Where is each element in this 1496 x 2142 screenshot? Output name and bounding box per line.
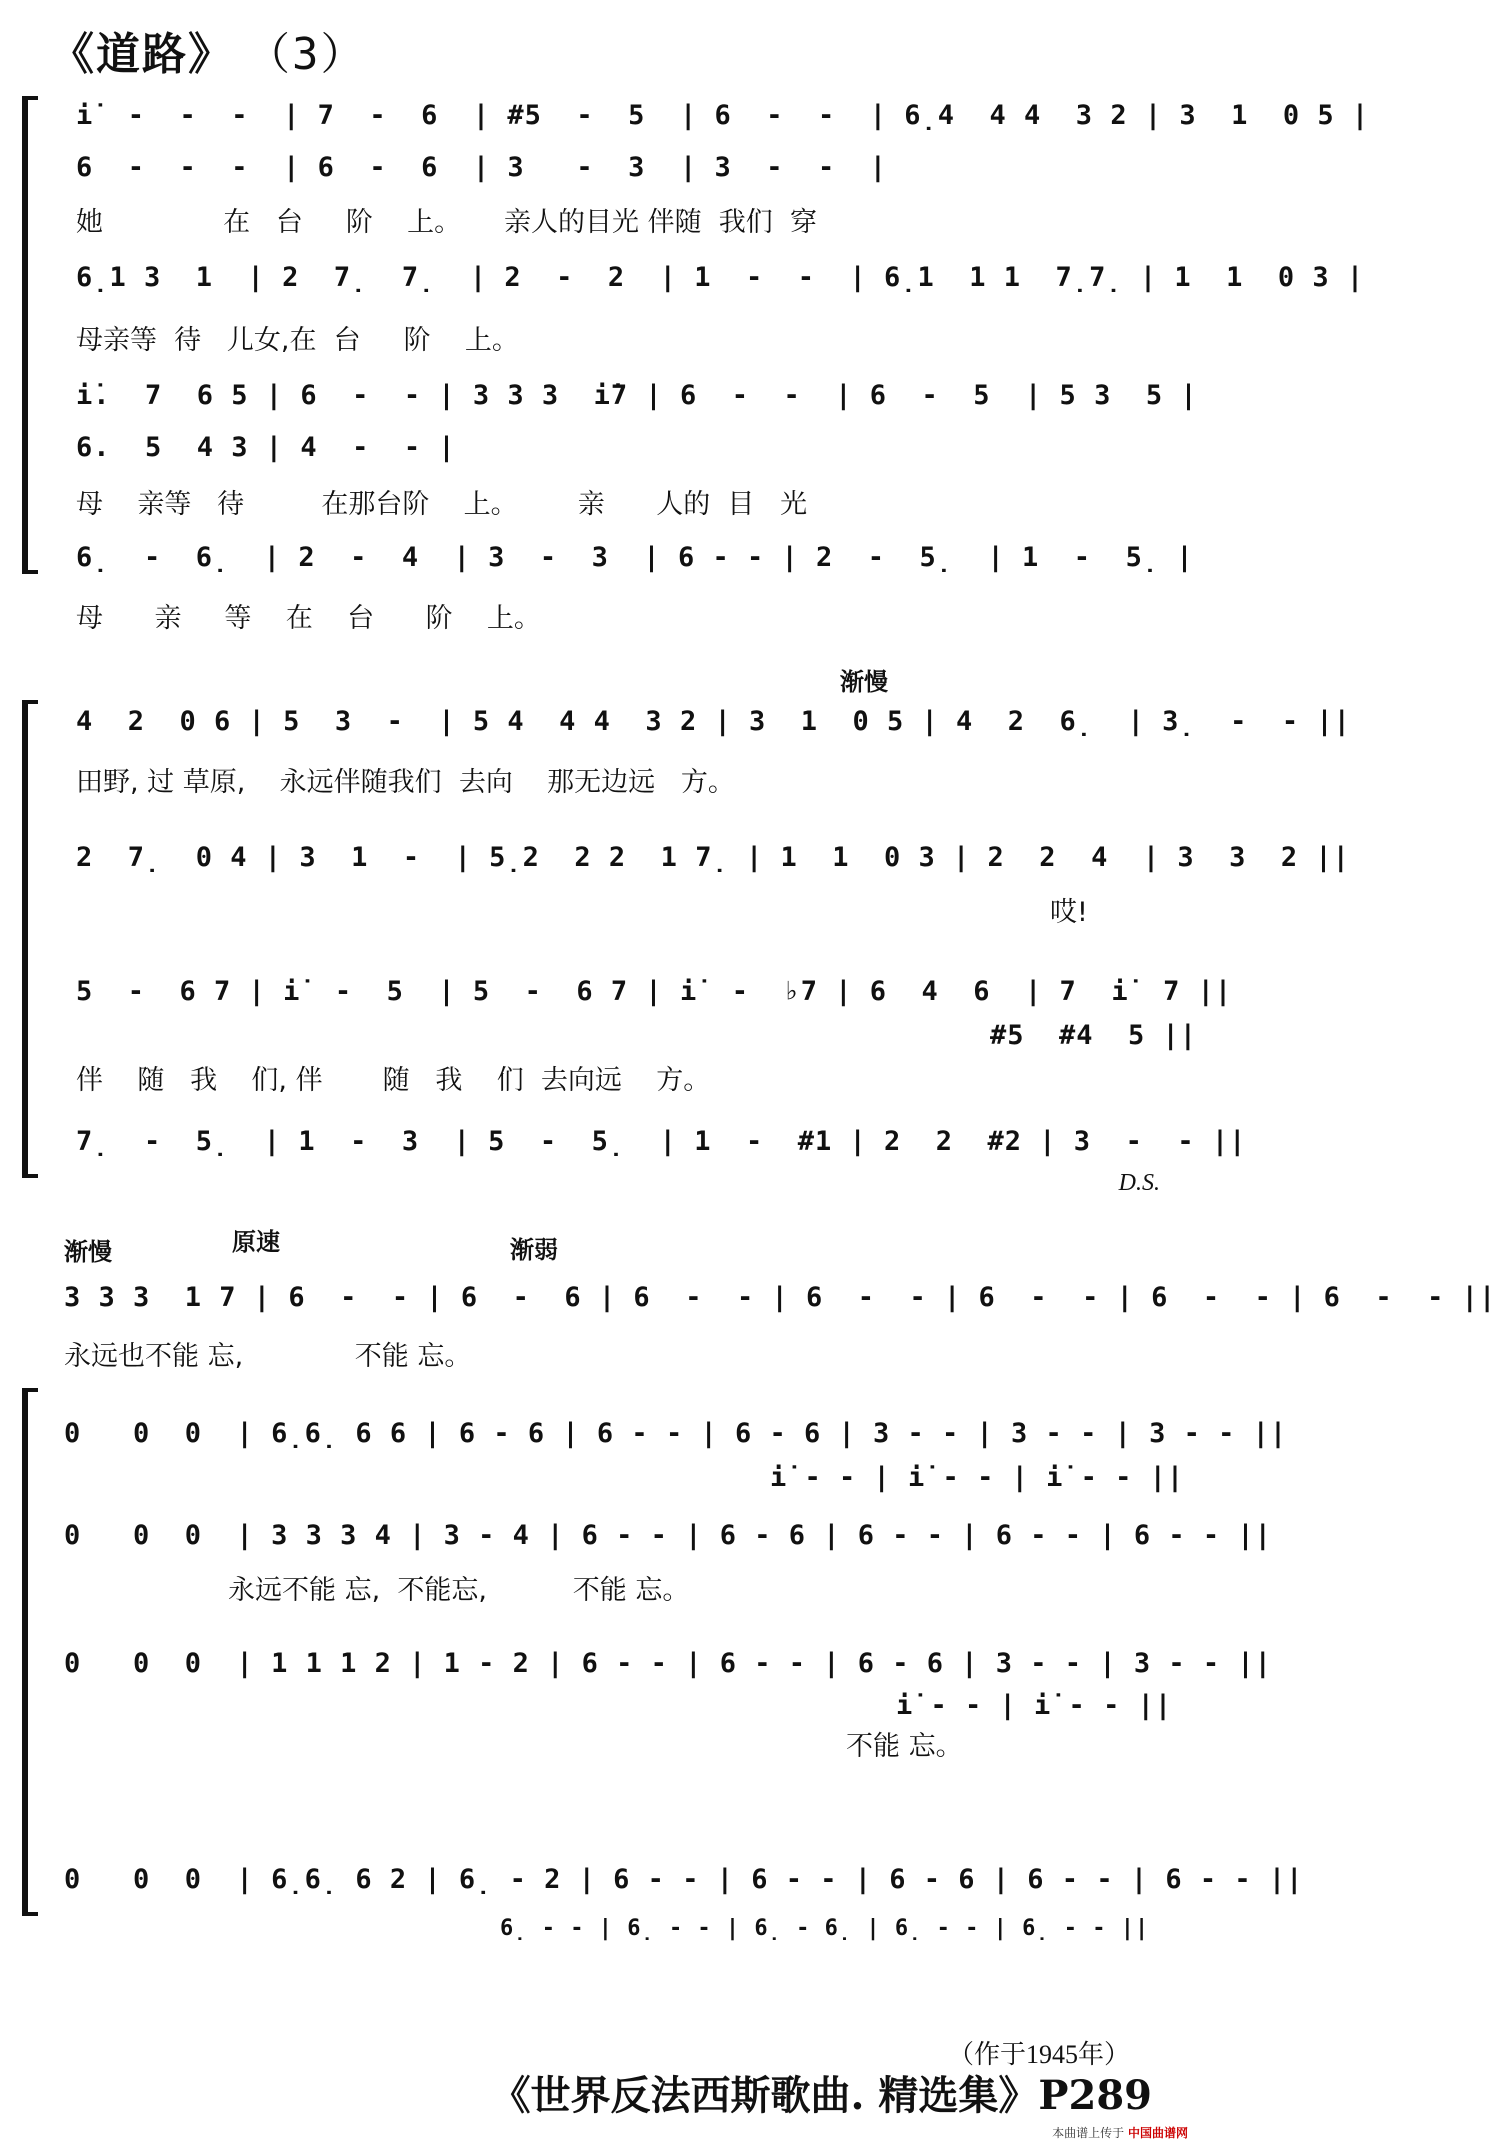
source-citation: 《世界反法西斯歌曲. 精选集》P289	[490, 2072, 1152, 2119]
score-line: 0 0 0 | 6̣6̣ 6 6 | 6 - 6 | 6 - - | 6 - 6 | 3 - - | 3 - - | 3 - - ||	[64, 1418, 1288, 1449]
score-line: 5 - 6 7 | i̇ - 5 | 5 - 6 7 | i̇ - ♭7 | 6 4 6 | 7 i̇ 7 ||	[76, 976, 1233, 1007]
score-line: 6 - - - | 6 - 6 | 3 - 3 | 3 - - |	[76, 152, 888, 183]
score-line: 6̣ - - | 6̣ - - | 6̣ - 6̣ | 6̣ - - | 6̣ - - ||	[500, 1916, 1150, 1941]
system-bracket-2	[22, 700, 38, 1178]
tempo-marking: 渐慢	[64, 1238, 112, 1266]
dynamic-marking: 渐弱	[510, 1236, 558, 1264]
lyric-line: 永远也不能 忘, 不能 忘。	[64, 1341, 472, 1372]
score-line: i̇ - - | i̇ - - ||	[896, 1690, 1173, 1721]
score-line: 2 7̣ 0 4 | 3 1 - | 5̣2 2 2 1 7̣ | 1 1 0 3 | 2 2 4 | 3 3 2 ||	[76, 842, 1350, 873]
score-line: 3 3 3 1 7 | 6 - - | 6 - 6 | 6 - - | 6 - - | 6 - - | 6 - - | 6 - - ||	[64, 1282, 1496, 1313]
score-line: 6̣ - 6̣ | 2 - 4 | 3 - 3 | 6 - - | 2 - 5̣ | 1 - 5̣ |	[76, 542, 1194, 573]
watermark	[1052, 2124, 1188, 2141]
score-line: #5 #4 5 ||	[990, 1020, 1198, 1051]
lyric-line: 母亲等 待 儿女,在 台 阶 上。	[76, 325, 519, 356]
composition-date: （作于1945年）	[947, 2040, 1130, 2069]
score-line: 7̣ - 5̣ | 1 - 3 | 5 - 5̣ | 1 - #1 | 2 2 #2 | 3 - - ||	[76, 1126, 1247, 1157]
score-line: 0 0 0 | 1 1 1 2 | 1 - 2 | 6 - - | 6 - - | 6 - 6 | 3 - - | 3 - - ||	[64, 1648, 1272, 1679]
part-number: （3）	[268, 29, 367, 80]
score-line: 6̣1 3 1 | 2 7̣ 7̣ | 2 - 2 | 1 - - | 6̣1 1 1 7̣7̣ | 1 1 0 3 |	[76, 262, 1365, 293]
lyric-line: 哎!	[1050, 897, 1088, 928]
score-line: 6. 5 4 3 | 4 - - |	[76, 432, 456, 463]
lyric-line: 田野, 过 草原, 永远伴随我们 去向 那无边远 方。	[76, 767, 735, 798]
lyric-line: 不能 忘。	[846, 1731, 963, 1762]
score-line: 4 2 0 6 | 5 3 - | 5 4 4 4 3 2 | 3 1 0 5 | 4 2 6̣ | 3̣ - - ||	[76, 706, 1351, 737]
score-line: 0 0 0 | 3 3 3 4 | 3 - 4 | 6 - - | 6 - 6 | 6 - - | 6 - - | 6 - - ||	[64, 1520, 1272, 1551]
lyric-line: 永远不能 忘, 不能忘, 不能 忘。	[228, 1575, 690, 1606]
song-title: 《道路》	[50, 29, 234, 80]
score-line: 0 0 0 | 6̣6̣ 6 2 | 6̣ - 2 | 6 - - | 6 - - | 6 - 6 | 6 - - | 6 - - ||	[64, 1864, 1304, 1895]
system-bracket-1	[22, 96, 38, 574]
ds-marking: D.S.	[1118, 1170, 1160, 1196]
lyric-line: 母 亲 等 在 台 阶 上。	[76, 603, 541, 634]
lyric-line: 母 亲等 待 在那台阶 上。 亲 人的 目 光	[76, 489, 808, 520]
tempo-marking: 渐慢	[840, 668, 888, 696]
page-title	[50, 18, 367, 82]
score-line: i̇ - - | i̇ - - | i̇ - - ||	[770, 1462, 1185, 1493]
lyric-line: 她 在 台 阶 上。 亲人的目光 伴随 我们 穿	[76, 207, 817, 238]
score-line: i̇ - - - | 7 - 6 | #5 - 5 | 6 - - | 6̣4 4 4 3 2 | 3 1 0 5 |	[76, 100, 1370, 131]
watermark-site: 中国曲谱网	[1127, 2126, 1188, 2140]
tempo-marking: 原速	[232, 1228, 280, 1256]
score-line: i̇. 7 6 5 | 6 - - | 3 3 3 i̇7 | 6 - - | 6 - 5 | 5 3 5 |	[76, 380, 1198, 411]
watermark-prefix: 本曲谱上传于	[1052, 2126, 1125, 2140]
system-bracket-3	[22, 1388, 38, 1916]
lyric-line: 伴 随 我 们, 伴 随 我 们 去向远 方。	[76, 1065, 711, 1096]
